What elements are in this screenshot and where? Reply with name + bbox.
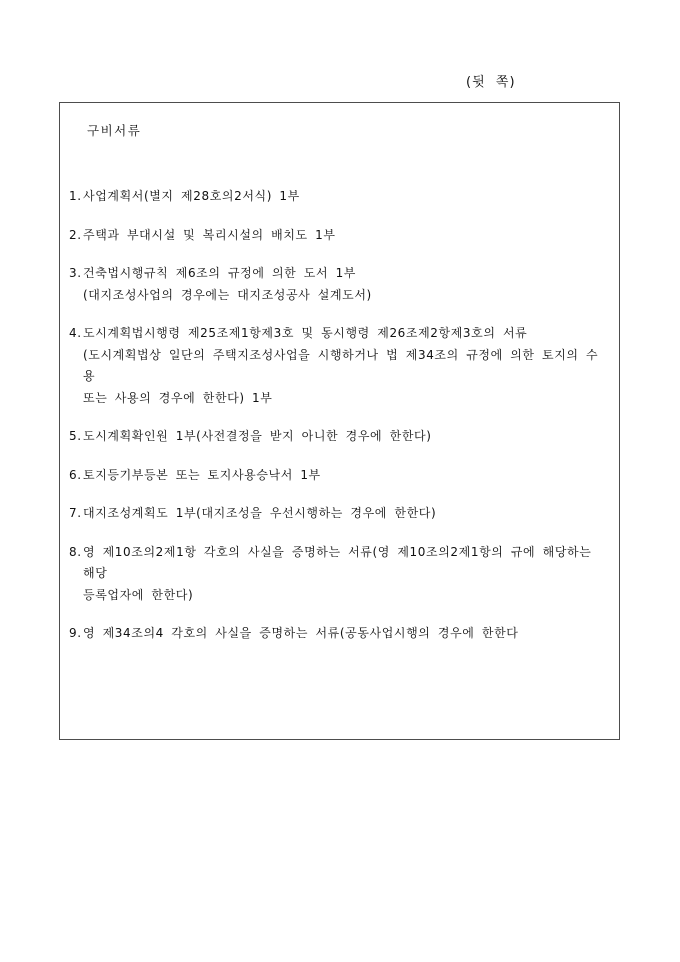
item-line: 주택과 부대시설 및 복리시설의 배치도 1부 — [83, 227, 336, 242]
page-side-label: (뒷 쪽) — [466, 75, 516, 90]
item-text — [83, 623, 609, 645]
item-line: 도시계획법시행령 제25조제1항제3호 및 동시행령 제26조제2항제3호의 서류 — [83, 326, 528, 340]
item-line: 또는 사용의 경우에 한한다) 1부 — [83, 390, 273, 405]
list-item — [69, 186, 609, 208]
item-number: 5. — [69, 429, 82, 443]
item-number: 6. — [69, 467, 82, 482]
item-number: 2. — [69, 227, 82, 242]
item-text — [83, 323, 609, 409]
list-item — [69, 542, 609, 607]
item-number: 7. — [69, 506, 82, 520]
item-text — [83, 542, 609, 607]
list-item — [69, 465, 609, 487]
item-text — [83, 186, 609, 208]
item-line: 도시계획확인원 1부(사전결정을 받지 아니한 경우에 한한다) — [83, 429, 432, 443]
list-item — [69, 225, 609, 247]
item-text — [83, 225, 609, 247]
list-item — [69, 623, 609, 645]
item-line: 건축법시행규칙 제6조의 규정에 의한 도서 1부 — [83, 266, 356, 280]
item-text — [83, 426, 609, 448]
section-heading: 구비서류 — [87, 123, 142, 138]
item-line: 토지등기부등본 또는 토지사용승낙서 1부 — [83, 467, 321, 482]
item-line: 등록업자에 한한다) — [83, 587, 194, 602]
item-number: 4. — [69, 326, 82, 340]
item-text — [83, 503, 609, 525]
item-line: (대지조성사업의 경우에는 대지조성공사 설계도서) — [83, 287, 372, 302]
item-line: 대지조성계획도 1부(대지조성을 우선시행하는 경우에 한한다) — [83, 506, 437, 520]
list-item — [69, 503, 609, 525]
item-line: 영 제10조의2제1항 각호의 사실을 증명하는 서류(영 제10조의2제1항의 규에 해당하는 해당 — [83, 544, 599, 580]
item-number: 1. — [69, 189, 82, 203]
item-number: 8. — [69, 544, 82, 559]
item-line: 사업계획서(별지 제28호의2서식) 1부 — [83, 189, 300, 203]
list-item — [69, 323, 609, 409]
list-item — [69, 263, 609, 306]
item-number: 3. — [69, 266, 82, 280]
item-text — [83, 465, 609, 487]
item-number: 9. — [69, 626, 82, 640]
document-list — [69, 186, 609, 645]
item-text — [83, 263, 609, 306]
item-line: (도시계획법상 일단의 주택지조성사업을 시행하거나 법 제34조의 규정에 의한 토지의 수용 — [83, 347, 599, 383]
required-documents-box — [59, 102, 620, 740]
item-line: 영 제34조의4 각호의 사실을 증명하는 서류(공동사업시행의 경우에 한한다 — [83, 626, 519, 640]
list-item — [69, 426, 609, 448]
